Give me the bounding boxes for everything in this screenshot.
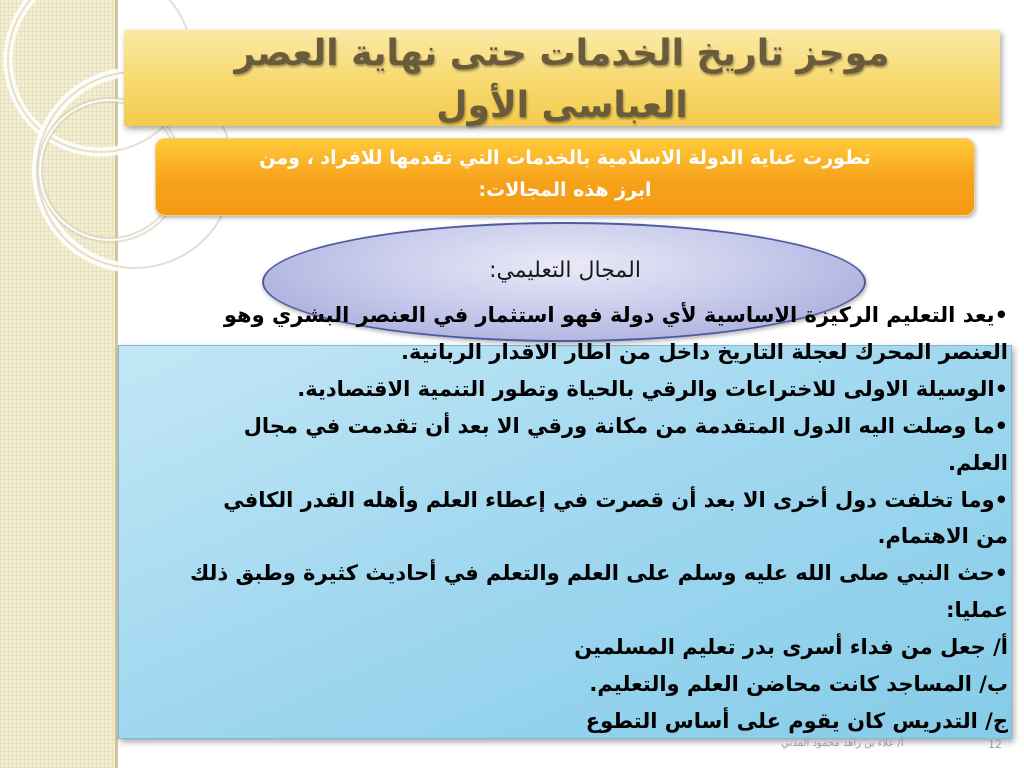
body-line: ج/ التدريس كان يقوم على أساس التطوع	[585, 708, 1008, 733]
body-text	[140, 297, 1008, 768]
intro-text	[175, 142, 955, 206]
body-line: •حث النبي صلى الله عليه وسلم على العلم والتعلم في أحاديث كثيرة وطبق ذلك	[190, 561, 1008, 586]
footer-author: أ/ علاء بن راهد محمود المدني	[781, 738, 904, 749]
slide-title-line-2: العباسى الأول	[436, 85, 688, 126]
section-heading: المجال التعليمي:	[489, 258, 641, 283]
body-line: •وما تخلفت دول أخرى الا بعد أن قصرت في إعطاء العلم وأهله القدر الكافي	[223, 487, 1008, 512]
page-number: 12	[988, 738, 1002, 751]
body-line: •ما وصلت اليه الدول المتقدمة من مكانة ورقي الا بعد أن تقدمت في مجال	[243, 413, 1008, 438]
body-line: ب/ المساجد كانت محاضن العلم والتعليم.	[589, 672, 1008, 697]
body-line: العنصر المحرك لعجلة التاريخ داخل من اطار الاقدار الربانية.	[401, 339, 1008, 364]
body-line: •الوسيلة الاولى للاختراعات والرقي بالحياة وتطور التنمية الاقتصادية.	[297, 376, 1008, 401]
body-line: العلم.	[948, 450, 1008, 475]
slide-title	[124, 28, 1000, 138]
slide-title-line-1: موجز تاريخ الخدمات حتى نهاية العصر	[234, 33, 890, 74]
body-line: من الاهتمام.	[877, 524, 1008, 549]
intro-line-1: تطورت عناية الدولة الاسلامية بالخدمات التي تقدمها للافراد ، ومن	[259, 147, 871, 169]
body-line: أ/ جعل من فداء أسرى بدر تعليم المسلمين	[574, 635, 1008, 660]
body-line: عمليا:	[946, 598, 1008, 623]
body-line: •يعد التعليم الركيزة الاساسية لأي دولة فهو استثمار في العنصر البشري وهو	[223, 303, 1008, 327]
intro-line-2: ابرز هذه المجالات:	[478, 179, 652, 201]
